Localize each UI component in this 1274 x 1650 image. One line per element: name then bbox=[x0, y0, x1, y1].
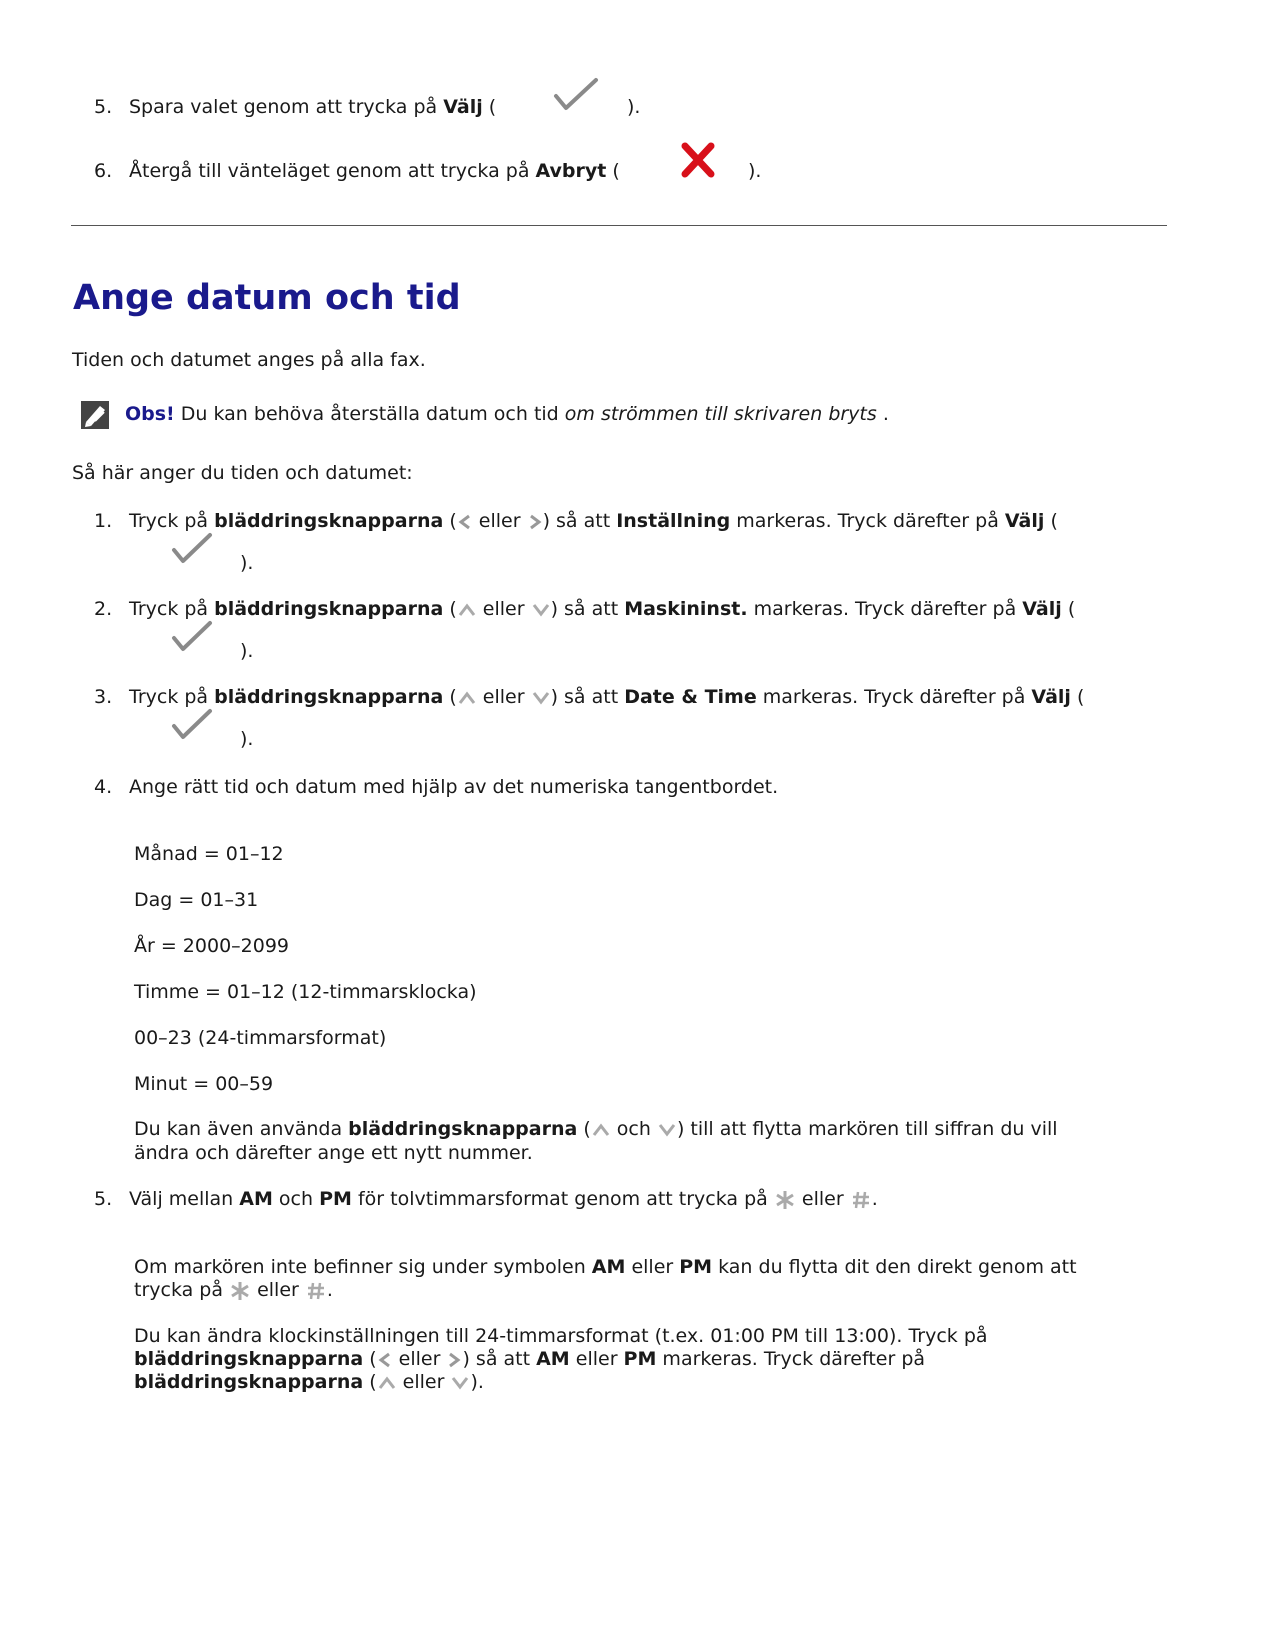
value-hour-24: 00–23 (24-timmarsformat) bbox=[134, 1027, 387, 1049]
check-icon bbox=[170, 706, 214, 749]
howto-text: Så här anger du tiden och datumet: bbox=[72, 462, 413, 484]
hash-key-icon bbox=[850, 1189, 872, 1211]
step2-close: ). bbox=[240, 640, 254, 662]
note-text: Obs! Du kan behöva återställa datum och tid om strömmen till skrivaren bryts . bbox=[125, 403, 889, 425]
note-pencil-icon bbox=[80, 400, 110, 435]
check-icon bbox=[552, 74, 600, 121]
step4-extra-line1: Du kan även använda bläddringsknapparna ( och ) till att flytta markören till siffran du vill bbox=[134, 1118, 1058, 1140]
section-divider bbox=[71, 225, 1167, 226]
value-hour: Timme = 01–12 (12-timmarsklocka) bbox=[134, 981, 477, 1003]
step5-para2-line2: bläddringsknapparna ( eller ) så att AM eller PM markeras. Tryck därefter på bbox=[134, 1348, 926, 1370]
page-title: Ange datum och tid bbox=[73, 278, 461, 318]
cancel-x-icon bbox=[680, 142, 716, 183]
step-2: 2. Tryck på bläddringsknapparna ( eller ) så att Maskininst. markeras. Tryck därefter på Välj ( bbox=[94, 598, 1076, 620]
value-minute: Minut = 00–59 bbox=[134, 1073, 274, 1095]
step-1: 1. Tryck på bläddringsknapparna ( eller ) så att Inställning markeras. Tryck därefter på Välj ( bbox=[94, 510, 1058, 532]
step5-close: ). bbox=[627, 96, 641, 118]
step3-close: ). bbox=[240, 728, 254, 750]
step4-extra-line2: ändra och därefter ange ett nytt nummer. bbox=[134, 1142, 533, 1164]
up-arrow-icon bbox=[457, 689, 477, 707]
step1-close: ). bbox=[240, 552, 254, 574]
star-key-icon bbox=[774, 1189, 796, 1211]
top-step-5: 5. Spara valet genom att trycka på Välj ( bbox=[94, 96, 497, 118]
check-icon bbox=[170, 618, 214, 661]
step5-para1-line2: trycka på eller . bbox=[134, 1279, 333, 1301]
value-day: Dag = 01–31 bbox=[134, 889, 259, 911]
value-year: År = 2000–2099 bbox=[134, 935, 290, 957]
top-step-6: 6. Återgå till vänteläget genom att trycka på Avbryt ( bbox=[94, 160, 620, 182]
left-arrow-icon bbox=[377, 1351, 393, 1369]
right-arrow-icon bbox=[527, 513, 543, 531]
step5-para2-line3: bläddringsknapparna ( eller ). bbox=[134, 1371, 484, 1393]
star-key-icon bbox=[229, 1280, 251, 1302]
right-arrow-icon bbox=[446, 1351, 462, 1369]
down-arrow-icon bbox=[531, 601, 551, 619]
step5-para1-line1: Om markören inte befinner sig under symbolen AM eller PM kan du flytta dit den direkt genom att bbox=[134, 1256, 1077, 1278]
intro-text: Tiden och datumet anges på alla fax. bbox=[72, 349, 426, 371]
step-3: 3. Tryck på bläddringsknapparna ( eller ) så att Date & Time markeras. Tryck därefter på Välj ( bbox=[94, 686, 1085, 708]
check-icon bbox=[170, 530, 214, 573]
step6-close: ). bbox=[748, 160, 762, 182]
down-arrow-icon bbox=[450, 1374, 470, 1392]
up-arrow-icon bbox=[377, 1374, 397, 1392]
hash-key-icon bbox=[305, 1280, 327, 1302]
step-5: 5. Välj mellan AM och PM för tolvtimmarsformat genom att trycka på eller . bbox=[94, 1188, 878, 1210]
left-arrow-icon bbox=[457, 513, 473, 531]
value-month: Månad = 01–12 bbox=[134, 843, 284, 865]
down-arrow-icon bbox=[531, 689, 551, 707]
step5-para2-line1: Du kan ändra klockinställningen till 24-timmarsformat (t.ex. 01:00 PM till 13:00). Tryck på bbox=[134, 1325, 988, 1347]
up-arrow-icon bbox=[591, 1121, 611, 1139]
up-arrow-icon bbox=[457, 601, 477, 619]
down-arrow-icon bbox=[657, 1121, 677, 1139]
step-4: 4. Ange rätt tid och datum med hjälp av det numeriska tangentbordet. bbox=[94, 776, 779, 798]
